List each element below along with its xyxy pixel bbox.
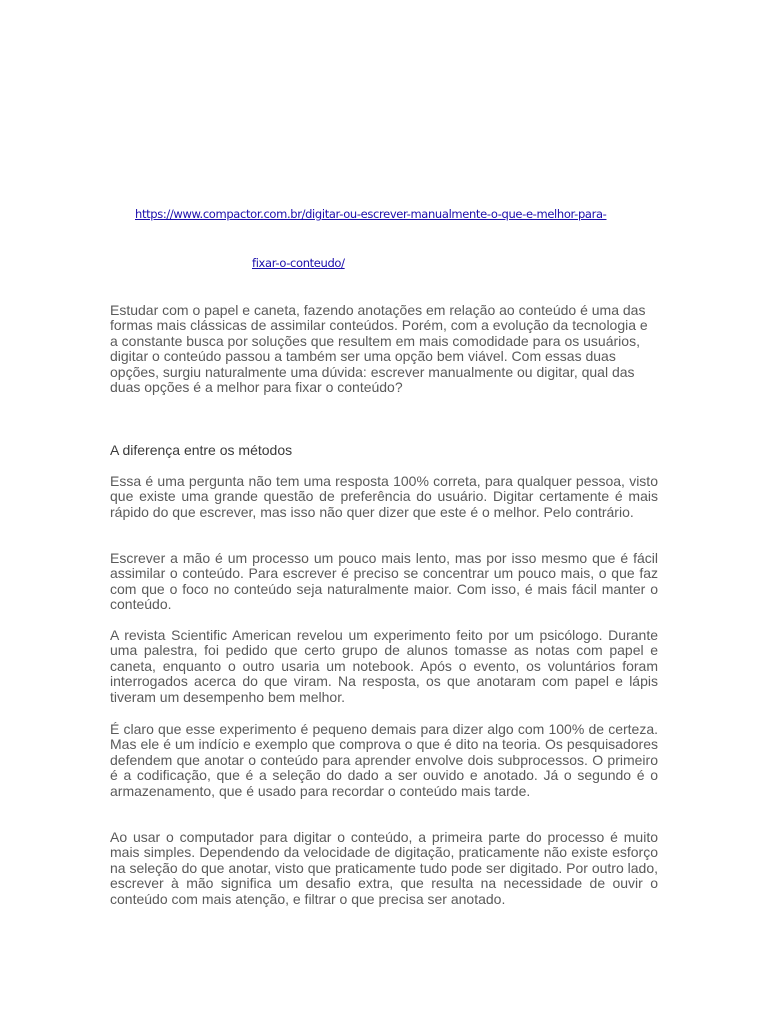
intro-paragraph: Estudar com o papel e caneta, fazendo anotações em relação ao conteúdo é uma das formas mais clássicas de assimilar conteúdos. Porém, com a evolução da tecnologia e a constante busca por soluções que resultem em mais comodidade para os usuários, digitar o conteúdo passou a também ser uma opção bem viável. Com essas duas opções, surgiu naturalmente uma dúvida: escrever manualmente ou digitar, qual das duas opções é a melhor para fixar o conteúdo?	[110, 302, 648, 396]
paragraph-2: Escrever a mão é um processo um pouco mais lento, mas por isso mesmo que é fácil assimilar o conteúdo. Para escrever é preciso se concentrar um pouco mais, o que faz com que o foco no conteúdo seja naturalmente maior. Com isso, é mais fácil manter o conteúdo.	[110, 550, 658, 613]
paragraph-4: É claro que esse experimento é pequeno demais para dizer algo com 100% de certeza. Mas ele é um indício e exemplo que comprova o que é dito na teoria. Os pesquisadores defendem que anotar o conteúdo para aprender envolve dois subprocessos. O primeiro é a codificação, que é a seleção do dado a ser ouvido e anotado. Já o segundo é o armazenamento, que é usado para recordar o conteúdo mais tarde.	[110, 721, 658, 799]
paragraph-5: Ao usar o computador para digitar o conteúdo, a primeira parte do processo é muito mais simples. Dependendo da velocidade de digitação, praticamente não existe esforço na seleção do que anotar, visto que praticamente tudo pode ser digitado. Por outro lado, escrever à mão significa um desafio extra, que resulta na necessidade de ouvir o conteúdo com mais atenção, e filtrar o que precisa ser anotado.	[110, 829, 658, 907]
source-link-line-1[interactable]: https://www.compactor.com.br/digitar-ou-escrever-manualmente-o-que-e-melhor-para-	[135, 207, 607, 221]
section-heading: A diferença entre os métodos	[110, 442, 293, 458]
paragraph-1: Essa é uma pergunta não tem uma resposta 100% correta, para qualquer pessoa, visto que existe uma grande questão de preferência do usuário. Digitar certamente é mais rápido do que escrever, mas isso não quer dizer que este é o melhor. Pelo contrário.	[110, 473, 658, 520]
source-link-line-2[interactable]: fixar-o-conteudo/	[252, 256, 345, 270]
paragraph-3: A revista Scientific American revelou um experimento feito por um psicólogo. Durante uma palestra, foi pedido que certo grupo de alunos tomasse as notas com papel e caneta, enquanto o outro usaria um notebook. Após o evento, os voluntários foram interrogados acerca do que viram. Na resposta, os que anotaram com papel e lápis tiveram um desempenho bem melhor.	[110, 627, 658, 705]
